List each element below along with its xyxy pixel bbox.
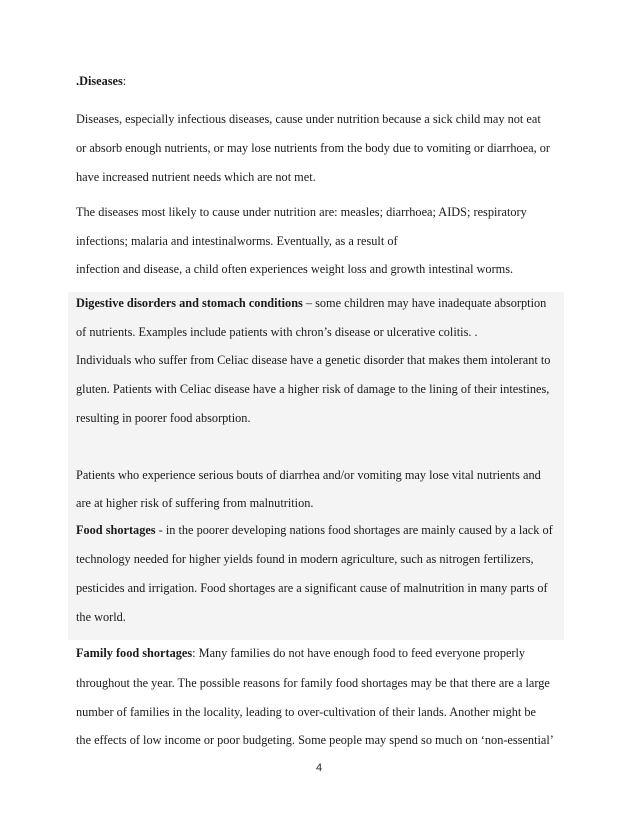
- digestive-line-1: of nutrients. Examples include patients with chron’s disease or ulcerative colitis. .: [76, 325, 478, 339]
- digestive-heading: Digestive disorders and stomach conditions: [76, 296, 303, 310]
- food-shortages-heading: Food shortages: [76, 523, 156, 537]
- digestive-line-4: resulting in poorer food absorption.: [76, 411, 251, 425]
- digestive-line-7: are at higher risk of suffering from malnutrition.: [76, 496, 314, 510]
- food-shortages-heading-line: [76, 523, 553, 538]
- paragraph-line-4: The diseases most likely to cause under nutrition are: measles; diarrhoea; AIDS; respiratory: [76, 205, 527, 219]
- food-line-2: pesticides and irrigation. Food shortages are a significant cause of malnutrition in many parts of: [76, 581, 548, 595]
- food-line-1: technology needed for higher yields found in modern agriculture, such as nitrogen fertilizers,: [76, 552, 534, 566]
- family-line-1: throughout the year. The possible reasons for family food shortages may be that there are a large: [76, 676, 550, 690]
- food-shortages-rest: - in the poorer developing nations food shortages are mainly caused by a lack of: [155, 523, 553, 537]
- family-food-heading-line: [76, 646, 525, 661]
- heading-colon: :: [122, 74, 127, 88]
- paragraph-line-1: Diseases, especially infectious diseases, cause under nutrition because a sick child may not eat: [76, 112, 541, 126]
- paragraph-line-5: infections; malaria and intestinalworms. Eventually, as a result of: [76, 234, 398, 248]
- family-line-2: number of families in the locality, leading to over-cultivation of their lands. Another might be: [76, 705, 536, 719]
- family-food-rest: : Many families do not have enough food to feed everyone properly: [192, 646, 526, 660]
- paragraph-line-3: have increased nutrient needs which are not met.: [76, 170, 316, 184]
- paragraph-line-6: infection and disease, a child often experiences weight loss and growth intestinal worms.: [76, 262, 514, 276]
- heading-text: .Diseases: [76, 74, 123, 88]
- section-heading-diseases: [76, 74, 126, 89]
- digestive-line-2: Individuals who suffer from Celiac disease have a genetic disorder that makes them intolerant to: [76, 353, 551, 367]
- food-line-3: the world.: [76, 610, 126, 624]
- digestive-line-6: Patients who experience serious bouts of diarrhea and/or vomiting may lose vital nutrients and: [76, 468, 541, 482]
- digestive-line-3: gluten. Patients with Celiac disease have a higher risk of damage to the lining of their intestines,: [76, 382, 550, 396]
- family-line-3: the effects of low income or poor budgeting. Some people may spend so much on ‘non-essential’: [76, 733, 554, 747]
- paragraph-line-2: or absorb enough nutrients, or may lose nutrients from the body due to vomiting or diarrhoea, or: [76, 141, 551, 155]
- family-food-heading: Family food shortages: [76, 646, 193, 660]
- digestive-heading-line: [76, 296, 546, 311]
- page-number: 4: [315, 762, 323, 774]
- digestive-heading-rest: – some children may have inadequate absorption: [302, 296, 547, 310]
